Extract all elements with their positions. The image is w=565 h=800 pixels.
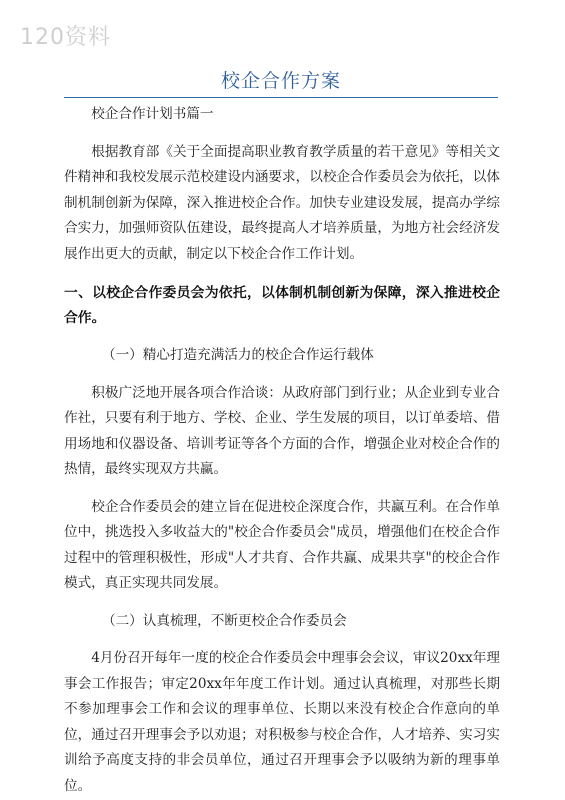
subsection-heading-2: （二）认真梳理，不断更校企合作委员会 (102, 612, 347, 629)
paragraph-3: 校企合作委员会的建立旨在促进校企深度合作，共赢互利。在合作单位中，挑选投入多收益大的"校企合作委员会"成员，增强他们在校企合作过程中的管理积极性，形成"人才共育、合作共赢、成果共享"的校企合作模式，真正实现共同发展。 (64, 498, 500, 591)
paragraph-2: 积极广泛地开展各项合作洽谈：从政府部门到行业；从企业到专业合作社，只要有利于地方、学校、企业、学生发展的项目，以订单委培、借用场地和仪器设备、培训考证等各个方面的合作，增强企业对校企合作的热情，最终实现双方共赢。 (64, 384, 500, 477)
paragraph-4: 4月份召开每年一度的校企合作委员会中理事会会议，审议20xx年理事会工作报告；审定20xx年年度工作计划。通过认真梳理，对那些长期不参加理事会工作和会议的理事单位、长期以来没有校企合作意向的单位，通过召开理事会予以劝退；对积极参与校企合作，人才培养、实习实训给予高度支持的非会员单位，通过召开理事会予以吸纳为新的理事单位。 (64, 650, 500, 794)
paragraph-intro: 根据教育部《关于全面提高职业教育教学质量的若干意见》等相关文件精神和我校发展示范校建设内涵要求，以校企合作委员会为依托，以体制机制创新为保障，深入推进校企合作。加快专业建设发展，提高办学综合实力，加强师资队伍建设，最终提高人才培养质量，为地方社会经济发展作出更大的贡献，制定以下校企合作工作计划。 (64, 143, 500, 262)
watermark: 120资料 (20, 25, 111, 50)
title-block (64, 66, 498, 98)
section-heading-1: 一、以校企合作委员会为依托，以体制机制创新为保障，深入推进校企合作。 (64, 285, 500, 326)
document-title: 校企合作方案 (220, 70, 341, 92)
document-subtitle: 校企合作计划书篇一 (91, 106, 214, 122)
subsection-heading-1: （一）精心打造充满活力的校企合作运行载体 (102, 347, 374, 363)
document-body (64, 100, 500, 799)
